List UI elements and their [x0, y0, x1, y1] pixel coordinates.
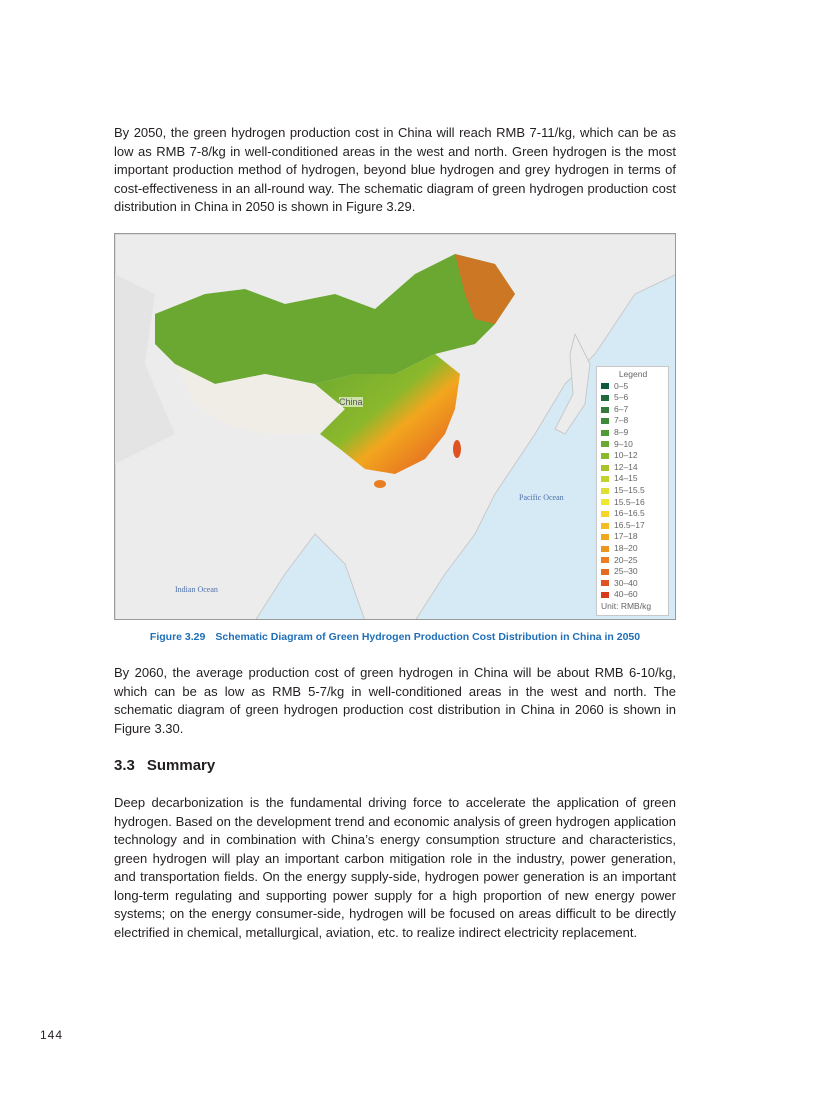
- legend-swatch: [601, 476, 609, 482]
- legend-unit: Unit: RMB/kg: [601, 600, 652, 611]
- legend-item: [601, 427, 665, 439]
- legend-label: 9–10: [614, 438, 633, 449]
- caption-number: Figure 3.29: [149, 631, 206, 643]
- legend-label: 7–8: [614, 415, 629, 426]
- legend-item: [601, 508, 665, 520]
- legend-label: 15.5–16: [614, 496, 645, 507]
- legend-swatch: [601, 499, 609, 505]
- legend-item: [601, 578, 665, 590]
- legend-label: 25–30: [614, 566, 638, 577]
- legend-label: 20–25: [614, 554, 638, 565]
- legend-item: [601, 473, 665, 485]
- legend-item: [601, 520, 665, 532]
- legend-title: Legend: [618, 369, 648, 379]
- legend-swatch: [601, 395, 609, 401]
- legend-item: [601, 497, 665, 509]
- legend-swatch: [601, 534, 609, 540]
- legend-label: 17–18: [614, 531, 638, 542]
- legend-item: [601, 415, 665, 427]
- legend-label: 30–40: [614, 577, 638, 588]
- section-title: Summary: [146, 757, 216, 774]
- hainan: [374, 480, 386, 488]
- legend-label: 16–16.5: [614, 508, 645, 519]
- body-paragraph: By 2050, the green hydrogen production cost in China will reach RMB 7-11/kg, which can be as low as RMB 7-8/kg in well-conditioned areas in the west and north. Green hydrogen is the most important production method of hydrogen, beyond blue hydrogen and grey hydrogen in terms of cost-effectiveness in an all-round way. The schematic diagram of green hydrogen production cost distribution in China in 2050 is shown in Figure 3.29.: [114, 125, 676, 214]
- legend-label: 40–60: [614, 589, 638, 600]
- body-paragraph: Deep decarbonization is the fundamental driving force to accelerate the application of green hydrogen. Based on the development trend and economic analysis of green hydrogen application technology and in combination with China’s energy consumption structure and characteristics, green hydrogen will play an important carbon mitigation role in the industry, power generation, and transportation fields. On the energy supply-side, hydrogen power generation is an important long-term regulating and supporting power supply for a high proportion of new energy power systems; on the energy consumer-side, hydrogen will be focused on areas difficult to be directly electrified in chemical, metallurgical, aviation, etc. to realize indirect electricity replacement.: [114, 795, 676, 940]
- legend-swatch: [601, 557, 609, 563]
- legend-swatch: [601, 511, 609, 517]
- legend-swatch: [601, 580, 609, 586]
- label-pacific-ocean: Pacific Ocean: [519, 493, 564, 502]
- legend-item: [601, 392, 665, 404]
- legend-item: [601, 439, 665, 451]
- legend-label: 18–20: [614, 542, 638, 553]
- label-indian-ocean: Indian Ocean: [175, 585, 218, 594]
- legend-swatch: [601, 430, 609, 436]
- figure-map: [114, 233, 676, 620]
- legend-label: 15–15.5: [614, 484, 645, 495]
- legend-swatch: [601, 569, 609, 575]
- legend-item: [601, 450, 665, 462]
- legend-label: 6–7: [614, 403, 629, 414]
- map-legend: [596, 366, 669, 616]
- china-cost-map: [115, 234, 676, 620]
- legend-swatch: [601, 592, 609, 598]
- legend-label: 0–5: [614, 380, 629, 391]
- legend-item: [601, 555, 665, 567]
- legend-swatch: [601, 441, 609, 447]
- section-number: 3.3: [114, 757, 135, 774]
- legend-label: 12–14: [614, 461, 638, 472]
- section-heading: [114, 757, 215, 774]
- legend-label: 14–15: [614, 473, 638, 484]
- legend-label: 8–9: [614, 426, 629, 437]
- legend-item: [601, 381, 665, 393]
- legend-item: [601, 462, 665, 474]
- legend-swatch: [601, 418, 609, 424]
- caption-text: Schematic Diagram of Green Hydrogen Production Cost Distribution in China in 2050: [215, 631, 641, 643]
- legend-swatch: [601, 465, 609, 471]
- page-number: 144: [40, 1028, 64, 1042]
- legend-swatch: [601, 546, 609, 552]
- body-paragraph: By 2060, the average production cost of green hydrogen in China will be about RMB 6-10/kg, which can be as low as RMB 5-7/kg in well-conditioned areas in the west and north. The schematic diagram of green hydrogen production cost distribution in China in 2060 is shown in Figure 3.30.: [114, 665, 676, 736]
- label-china: China: [339, 397, 363, 407]
- taiwan: [453, 440, 461, 458]
- legend-swatch: [601, 453, 609, 459]
- legend-item: [601, 404, 665, 416]
- legend-swatch: [601, 383, 609, 389]
- legend-label: 5–6: [614, 392, 629, 403]
- legend-item: [601, 543, 665, 555]
- legend-swatch: [601, 523, 609, 529]
- legend-label: 10–12: [614, 450, 638, 461]
- legend-item: [601, 485, 665, 497]
- legend-item: [601, 531, 665, 543]
- legend-item: [601, 589, 665, 601]
- legend-swatch: [601, 488, 609, 494]
- legend-label: 16.5–17: [614, 519, 645, 530]
- legend-item: [601, 566, 665, 578]
- figure-caption: [114, 631, 676, 643]
- legend-swatch: [601, 407, 609, 413]
